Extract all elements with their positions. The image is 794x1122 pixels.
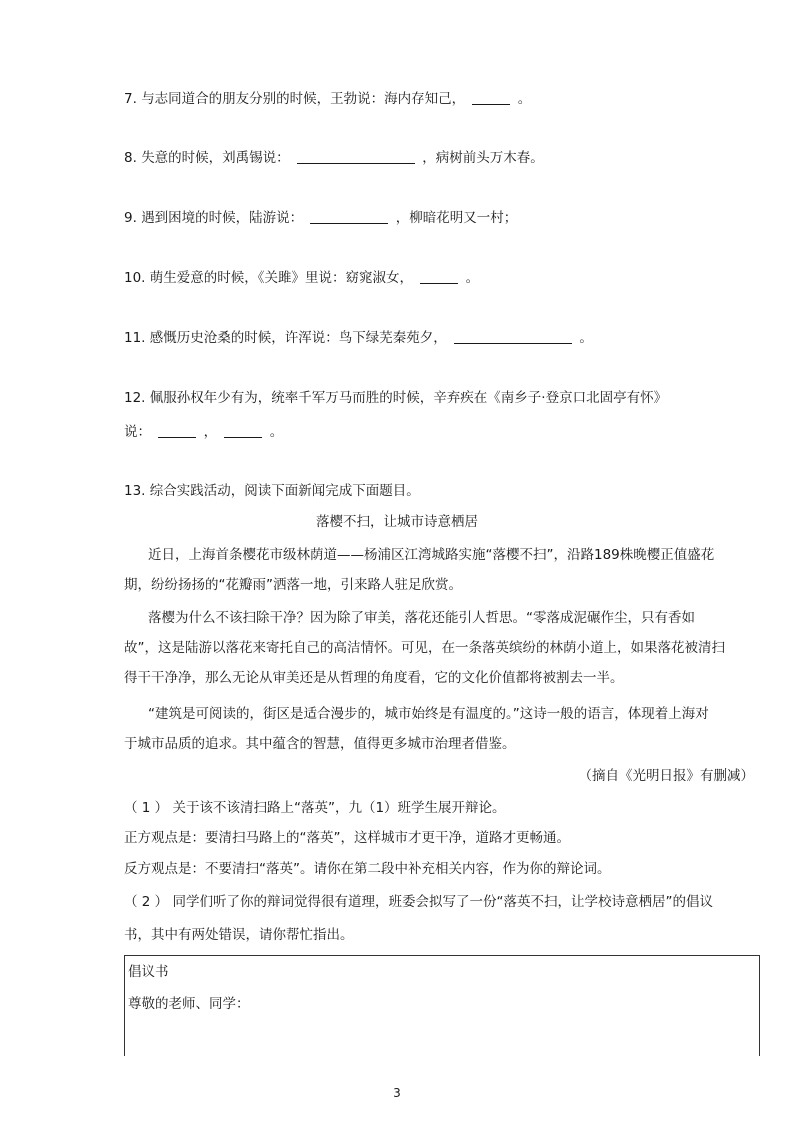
page-number: 3 [393,1086,401,1100]
question-9 [124,208,517,228]
proposal-title: 倡议书 [128,964,169,980]
question-text: 遇到困境的时候，陆游说： [141,210,304,226]
proposal-box [124,955,760,1056]
article-paragraph-3-line-1: “建筑是可阅读的，街区是适合漫步的，城市始终是有温度的。”这诗一般的语言，体现着上海对 [148,706,709,722]
article-title: 落樱不扫，让城市诗意栖居 [316,514,478,530]
article-paragraph-3-line-2: 于城市品质的追求。其中蕴含的智慧，值得更多城市治理者借鉴。 [124,736,516,752]
question-10 [124,268,479,288]
article-paragraph-1-line-2: 期，纷纷扬扬的“花瓣雨”洒落一地，引来路人驻足欣赏。 [124,577,462,593]
question-number: 11. [124,330,146,346]
article-paragraph-2-line-1: 落樱为什么不该扫除干净？因为除了审美，落花还能引人哲思。“零落成泥碾作尘，只有香如 [148,610,695,626]
question-text: 综合实践活动，阅读下面新闻完成下面题目。 [149,483,420,499]
question-number: 7. [124,91,137,107]
question-end: 。 [517,91,532,107]
question-text: 萌生爱意的时候，《关雎》里说：窈窕淑女， [149,270,414,286]
answer-blank[interactable] [224,423,262,438]
article-paragraph-1-line-1: 近日，上海首条樱花市级林荫道——杨浦区江湾城路实施“落樱不扫”，沿路189株晚樱正值盛花 [148,547,715,563]
question-text: 佩服孙权年少有为，统率千军万马而胜的时候，辛弃疾在《南乡子·登京口北固亭有怀》 [149,390,668,406]
question-text: 失意的时候，刘禹锡说： [141,150,290,166]
subquestion-2-line-1: （ 2 ） 同学们听了你的辩词觉得很有道理，班委会拟写了一份“落英不扫，让学校诗意栖居”的倡议 [124,894,713,910]
subquestion-1: （ 1 ） 关于该不该清扫路上“落英”，九（1）班学生展开辩论。 [124,800,506,816]
pro-viewpoint: 正方观点是：要清扫马路上的“落英”，这样城市才更干净，道路才更畅通。 [124,830,570,846]
question-12 [124,388,667,408]
article-paragraph-2-line-2: 故”，这是陆游以落花来寄托自己的高洁情怀。可见，在一条落英缤纷的林荫小道上，如果落花被清扫 [124,640,725,656]
question-text: 说： [124,424,151,440]
question-end: 。 [465,270,480,286]
question-11 [124,328,593,348]
answer-blank[interactable] [454,329,572,344]
question-text: 与志同道合的朋友分别的时候，王勃说：海内存知己， [141,91,466,107]
question-end: 。 [579,330,593,346]
question-number: 8. [124,150,137,166]
article-source: （摘自《光明日报》有删减） [578,768,754,784]
answer-blank[interactable] [472,90,510,105]
proposal-greeting: 尊敬的老师、同学： [128,996,250,1012]
answer-blank[interactable] [297,149,415,164]
question-7 [124,89,531,109]
con-viewpoint: 反方观点是：不要清扫“落英”。请你在第二段中补充相关内容，作为你的辩论词。 [124,861,611,877]
answer-blank[interactable] [158,423,196,438]
question-12-line2 [124,422,283,442]
question-end: 。 [269,424,284,440]
answer-blank[interactable] [310,209,388,224]
question-8 [124,148,544,168]
question-text: 感慨历史沧桑的时候，许浑说：鸟下绿芜秦苑夕， [149,330,447,346]
question-mid: ， [203,424,218,440]
question-number: 10. [124,270,146,286]
subquestion-2-line-2: 书，其中有两处错误，请你帮忙指出。 [124,927,354,943]
question-end: ，柳暗花明又一村； [395,210,518,226]
question-13 [124,481,420,501]
article-paragraph-2-line-3: 得干干净净，那么无论从审美还是从哲理的角度看，它的文化价值都将被割去一半。 [124,670,624,686]
question-end: ，病树前头万木春。 [422,150,544,166]
question-number: 9. [124,210,137,226]
question-number: 13. [124,483,146,499]
question-number: 12. [124,390,146,406]
answer-blank[interactable] [420,269,458,284]
